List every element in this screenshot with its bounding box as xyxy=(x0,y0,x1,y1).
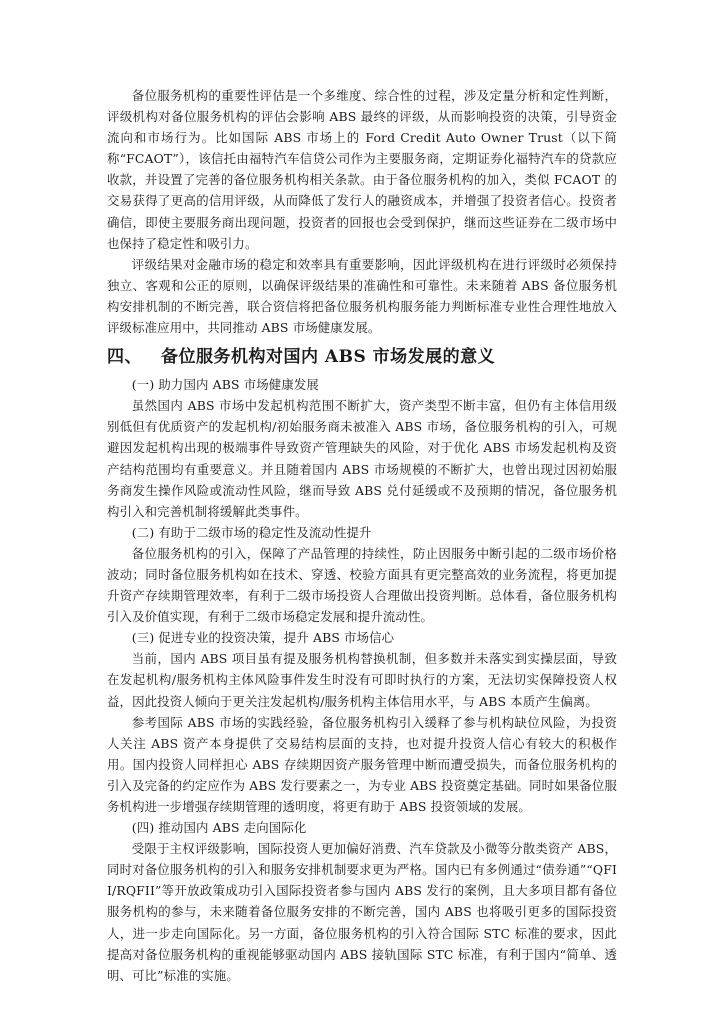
body-paragraph: 参考国际 ABS 市场的实践经验，备位服务机构引入缓释了参与机构缺位风险，为投资人关注 ABS 资产本身提供了交易结构层面的支持，也对提升投资人信心有较大的积极作用。国内投资人同样担心 ABS 存续期因资产服务管理中断而遭受损失，而备位服务机构的引入及完备的约定应作为 ABS 发行要素之一，为专业 ABS 投资奠定基础。同时如果备位服务机构进一步增强存续期管理的透明度，将更有助于 ABS 投资领域的发展。 xyxy=(107,714,617,814)
body-paragraph: 受限于主权评级影响，国际投资人更加偏好消费、汽车贷款及小微等分散类资产 ABS，同时对备位服务机构的引入和服务安排机制要求更为严格。国内已有多例通过“债券通”“QFII/RQFII”等开放政策成功引入国际投资者参与国内 ABS 发行的案例，且大多项目都有备位服务机构的参与，未来随着备位服务安排的不断完善，国内 ABS 也将吸引更多的国际投资人，进一步走向国际化。另一方面，备位服务机构的引入符合国际 STC 标准的要求，因此提高对备位服务机构的重视能够驱动国内 ABS 接轨国际 STC 标准，有利于国内“简单、透明、可比”标准的实施。 xyxy=(107,841,617,983)
subsection-heading: (一) 助力国内 ABS 市场健康发展 xyxy=(131,377,319,393)
section-number: 四、 xyxy=(107,347,142,368)
subsection-heading: (三) 促进专业的投资决策，提升 ABS 市场信心 xyxy=(131,630,395,646)
body-paragraph: 当前，国内 ABS 项目虽有提及服务机构替换机制，但多数并未落实到实操层面，导致在发起机构/服务机构主体风险事件发生时没有可即时执行的方案，无法切实保障投资人权益，因此投资人倾向于更关注发起机构/服务机构主体信用水平，与 ABS 本质产生偏离。 xyxy=(107,651,617,709)
subsection-heading: (二) 有助于二级市场的稳定性及流动性提升 xyxy=(131,524,372,540)
intro-paragraph-2: 评级结果对金融市场的稳定和效率具有重要影响，因此评级机构在进行评级时必须保持独立、客观和公正的原则，以确保评级结果的准确性和可靠性。未来随着 ABS 备位服务机构安排机制的不断完善，联合资信将把备位服务机构服务能力判断标准专业性合理性地放入评级标准应用中，共同推动 ABS 市场健康发展。 xyxy=(107,256,617,336)
subsection-3 xyxy=(107,627,617,817)
body-paragraph: 备位服务机构的引入，保障了产品管理的持续性，防止因服务中断引起的二级市场价格波动；同时备位服务机构如在技术、穿透、校验方面具有更完整高效的业务流程，将更加提升资产存续期管理效率，有利于二级市场投资人合理做出投资判断。总体看，备位服务机构引入及价值实现，有利于二级市场稳定发展和提升流动性。 xyxy=(107,545,617,625)
subsection-1 xyxy=(107,374,617,522)
section-heading xyxy=(107,344,617,370)
subsection-4 xyxy=(107,817,617,986)
subsection-2 xyxy=(107,522,617,627)
body-paragraph: 虽然国内 ABS 市场中发起机构范围不断扩大，资产类型不断丰富，但仍有主体信用级别低但有优质资产的发起机构/初始服务商未被准入 ABS 市场，备位服务机构的引入，可规避因发起机构出现的极端事件导致资产管理缺失的风险，对于优化 ABS 市场发起机构及资产结构范围均有重要意义。并且随着国内 ABS 市场规模的不断扩大，也曾出现过因初始服务商发生操作风险或流动性风险，继而导致 ABS 兑付延缓或不及预期的情况，备位服务机构引入和完善机制将缓解此类事件。 xyxy=(107,398,617,519)
intro-paragraph-1: 备位服务机构的重要性评估是一个多维度、综合性的过程，涉及定量分析和定性判断，评级机构对备位服务机构的评估会影响 ABS 最终的评级，从而影响投资的决策，引导资金流向和市场行为。比如国际 ABS 市场上的 Ford Credit Auto Owner Trust（以下简称“FCAOT”），该信托由福特汽车信贷公司作为主要服务商，定期证券化福特汽车的贷款应收款，并设置了完善的备位服务机构相关条款。由于备位服务机构的加入，类似 FCAOT 的交易获得了更高的信用评级，从而降低了发行人的融资成本，并增强了投资者信心。投资者确信，即使主要服务商出现问题，投资者的回报也会受到保护，继而这些证券在二级市场中也保持了稳定性和吸引力。 xyxy=(107,88,617,251)
subsection-heading: (四) 推动国内 ABS 走向国际化 xyxy=(131,820,307,836)
section-title: 备位服务机构对国内 ABS 市场发展的意义 xyxy=(161,347,496,368)
